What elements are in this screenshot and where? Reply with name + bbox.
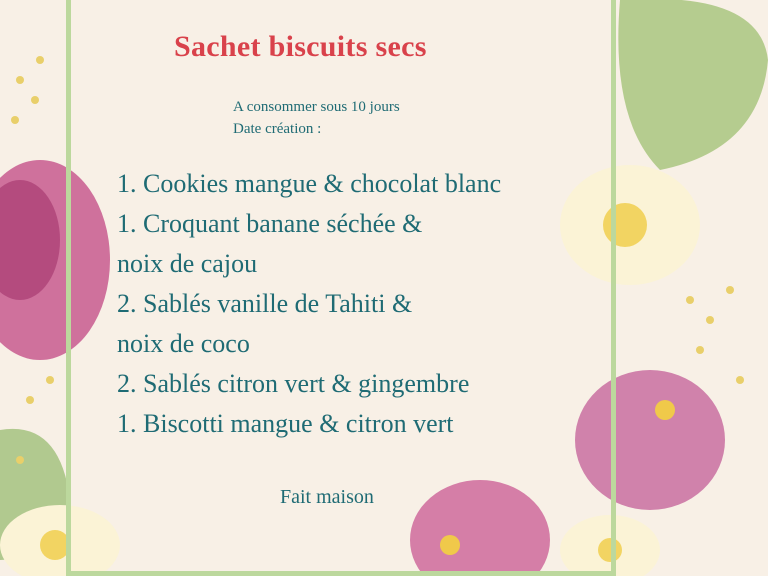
- label-subtitle: [233, 96, 400, 140]
- list-item: 2. Sablés citron vert & gingembre: [117, 369, 470, 398]
- expiry-note: A consommer sous 10 jours: [233, 99, 400, 115]
- list-item: 1. Biscotti mangue & citron vert: [117, 409, 454, 438]
- biscuit-list: [117, 164, 501, 444]
- list-item: 2. Sablés vanille de Tahiti &: [117, 289, 413, 318]
- homemade-note: Fait maison: [280, 486, 374, 508]
- list-item: noix de coco: [117, 329, 250, 358]
- list-item: 1. Cookies mangue & chocolat blanc: [117, 169, 502, 198]
- creation-date-label: Date création :: [233, 121, 322, 137]
- label-title: Sachet biscuits secs: [174, 30, 427, 63]
- list-item: noix de cajou: [117, 249, 258, 278]
- list-item: 1. Croquant banane séchée &: [117, 209, 423, 238]
